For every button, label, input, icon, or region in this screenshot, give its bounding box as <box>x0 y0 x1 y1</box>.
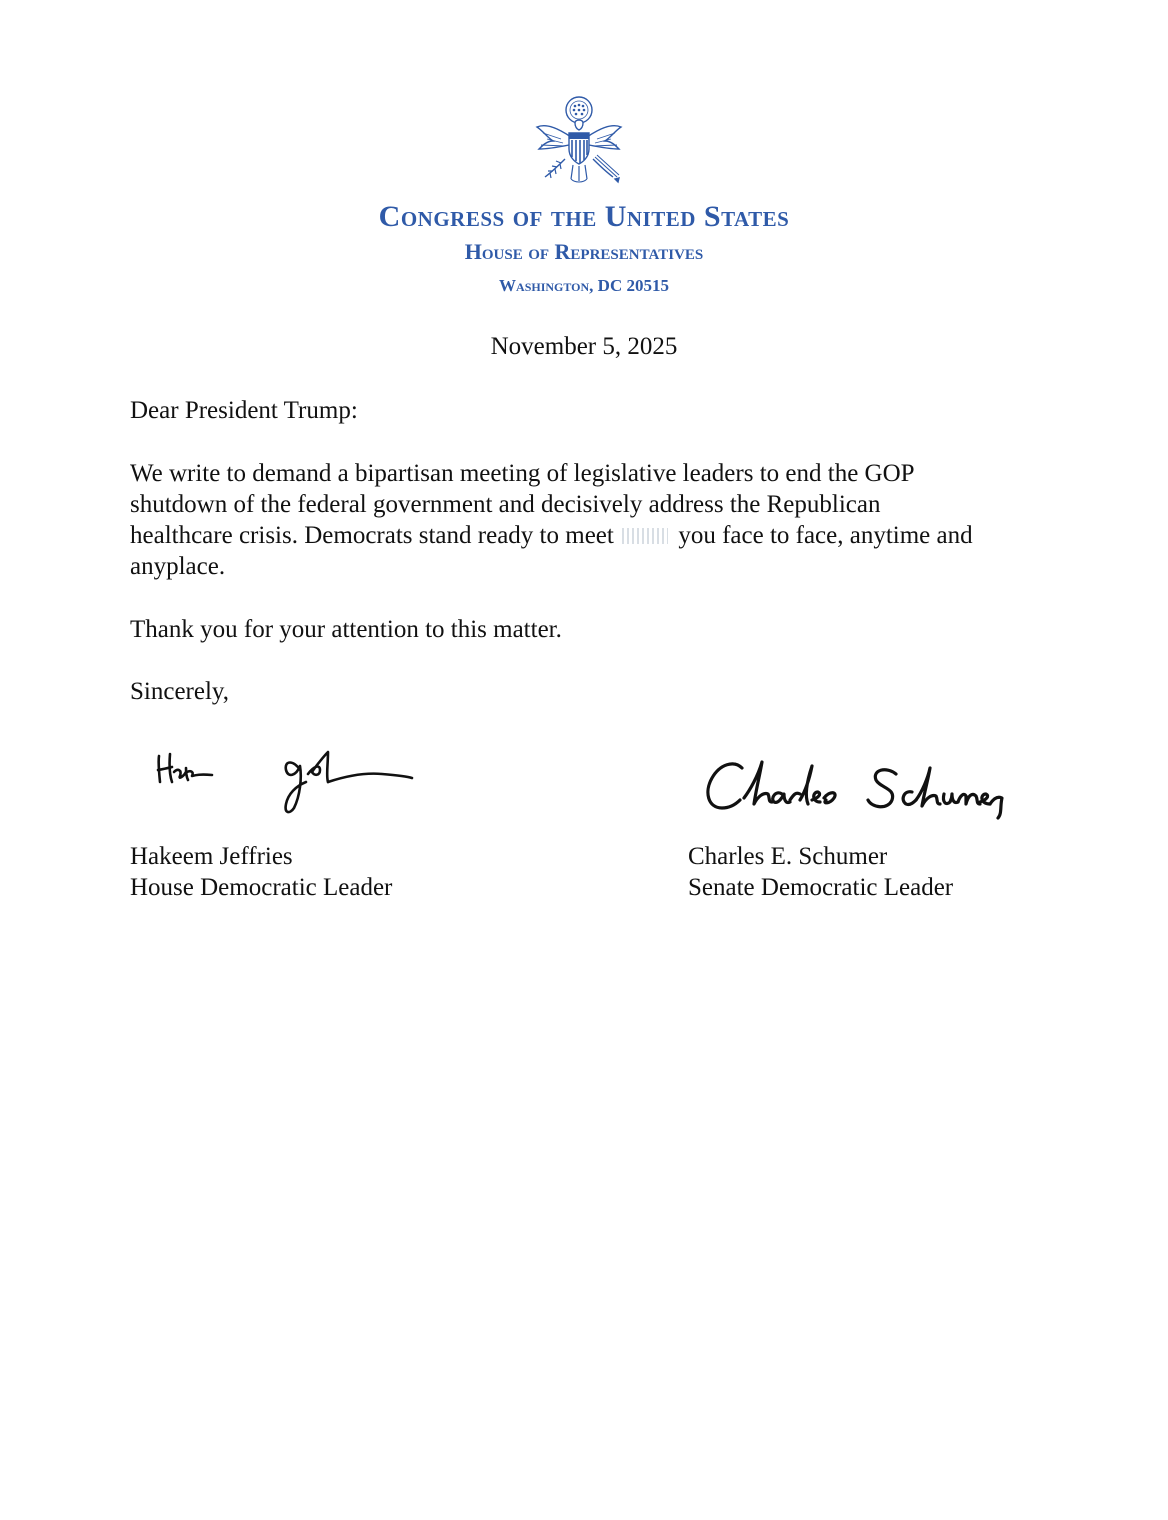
signer-name: Charles E. Schumer <box>688 843 888 870</box>
signer-title: Senate Democratic Leader <box>688 874 954 901</box>
signer-title: House Democratic Leader <box>130 874 393 901</box>
body-line: anyplace. <box>130 553 226 580</box>
letter-date: November 5, 2025 <box>490 333 678 360</box>
signer-jeffries <box>130 841 392 903</box>
letterhead-title: Congress of the United States <box>378 200 790 233</box>
letterhead-address: Washington, DC 20515 <box>499 276 669 295</box>
closing: Sincerely, <box>130 678 230 705</box>
great-seal-icon <box>527 93 631 193</box>
body-line: We write to demand a bipartisan meeting of legislative leaders to end the GOP <box>130 460 915 487</box>
signature-schumer-icon <box>700 754 1010 828</box>
redaction-mark <box>622 528 668 544</box>
body-line-end: you face to face, anytime and <box>678 522 973 549</box>
thanks-line: Thank you for your attention to this matter. <box>130 616 562 643</box>
salutation: Dear President Trump: <box>130 397 358 424</box>
body-line-start: healthcare crisis. Democrats stand ready to meet <box>130 522 614 549</box>
signature-jeffries-icon <box>150 742 420 822</box>
body-line: shutdown of the federal government and decisively address the Republican <box>130 491 881 518</box>
letterhead-subtitle: House of Representatives <box>464 239 704 264</box>
signer-schumer <box>688 841 953 903</box>
signer-name: Hakeem Jeffries <box>130 843 293 870</box>
body-line <box>130 520 1050 551</box>
